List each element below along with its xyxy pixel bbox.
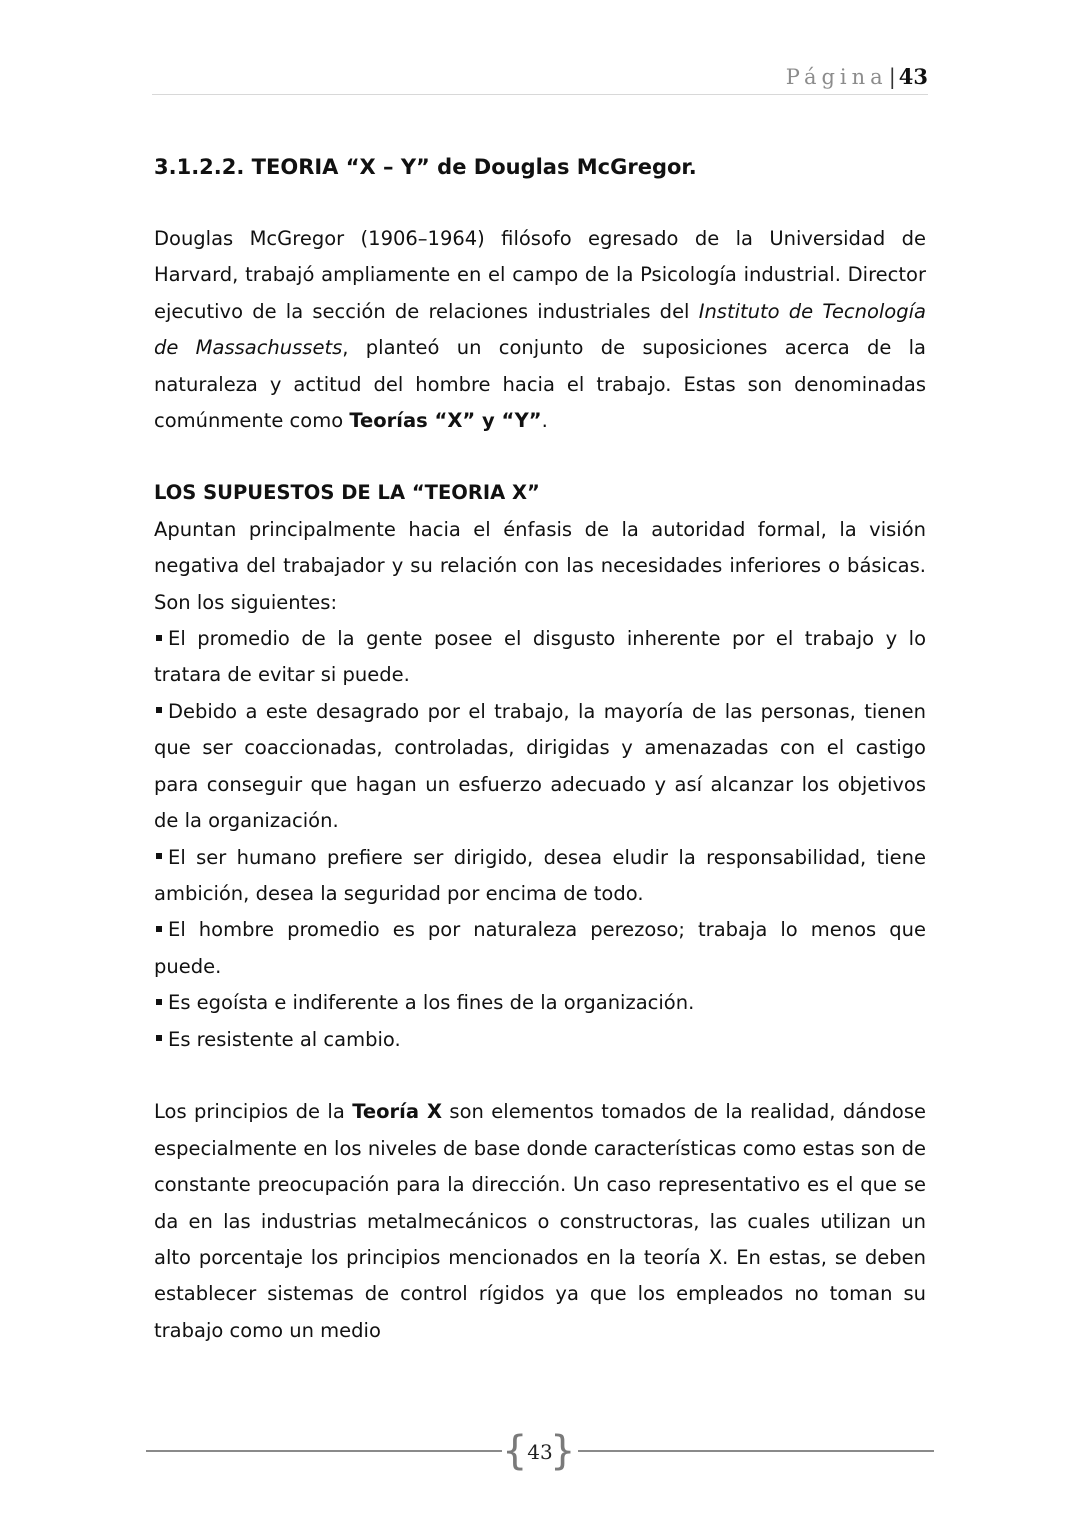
page-header [152,62,928,95]
list-item [154,840,926,913]
page-footer [146,1430,934,1474]
section-title: 3.1.2.2. TEORIA “X – Y” de Douglas McGregor. [154,155,697,179]
principles-paragraph [154,1094,926,1349]
header-label: Página [785,65,888,89]
square-bullet-icon [156,707,162,713]
theory-x-name: Teoría X [352,1100,443,1124]
header-separator: | [888,65,896,89]
assumptions-list [154,621,926,1058]
assumption-text: El hombre promedio es por naturaleza perezoso; trabaja lo menos que puede. [154,918,926,978]
header-page-number: 43 [898,64,928,89]
square-bullet-icon [156,1035,162,1041]
footer-rule-left [146,1450,502,1452]
square-bullet-icon [156,635,162,641]
list-item [154,1022,926,1058]
principles-text-1: Los principios de la [154,1100,353,1124]
intro-text-3: . [541,409,548,433]
square-bullet-icon [156,999,162,1005]
square-bullet-icon [156,853,162,859]
list-item [154,694,926,840]
list-item [154,912,926,985]
assumption-text: Es egoísta e indiferente a los fines de la organización. [168,991,695,1015]
theory-x-heading: LOS SUPUESTOS DE LA “TEORIA X” [154,481,540,505]
theory-x-description: Apuntan principalmente hacia el énfasis de la autoridad formal, la visión negativa del trabajador y su relación con las necesidades inferiores o básicas. Son los siguientes: [154,517,926,614]
assumption-text: Debido a este desagrado por el trabajo, la mayoría de las personas, tienen que ser coaccionadas, controladas, dirigidas y amenazadas con el castigo para conseguir que hagan un esfuerzo adecuado y así alcanzar los objetivos de la organización. [154,699,926,833]
intro-text-2: , planteó un conjunto de suposiciones acerca de la naturaleza y actitud del hombre hacia el trabajo. Estas son denominadas comúnmente como [154,336,926,433]
document-body [154,149,926,1349]
footer-rule-right [578,1450,934,1452]
intro-paragraph [154,221,926,439]
square-bullet-icon [156,926,162,932]
institute-name: Instituto de Tecnología de Massachussets [154,299,926,360]
footer-bracket-right: } [550,1428,576,1474]
list-item [154,985,926,1021]
theories-name: Teorías “X” y “Y” [349,409,542,433]
footer-bracket-left: { [502,1428,528,1474]
list-item [154,621,926,694]
assumption-text: El ser humano prefiere ser dirigido, desea eludir la responsabilidad, tiene ambición, desea la seguridad por encima de todo. [154,845,926,905]
footer-page-number: 43 [527,1440,553,1464]
assumption-text: El promedio de la gente posee el disgusto inherente por el trabajo y lo tratara de evitar si puede. [154,627,926,687]
assumption-text: Es resistente al cambio. [168,1027,401,1051]
intro-text-1: Douglas McGregor (1906–1964) filósofo egresado de la Universidad de Harvard, trabajó ampliamente en el campo de la Psicología industrial. Director ejecutivo de la sección de relaciones industriales del [154,227,926,323]
principles-text-2: son elementos tomados de la realidad, dándose especialmente en los niveles de base donde características como estas son de constante preocupación para la dirección. Un caso representativo es el que se da en las industrias metalmecánicos o constructoras, las cuales utilizan un alto porcentaje los principios mencionados en la teoría X. En estas, se deben establecer sistemas de control rígidos ya que los empleados no toman su trabajo como un medio [154,1100,926,1342]
